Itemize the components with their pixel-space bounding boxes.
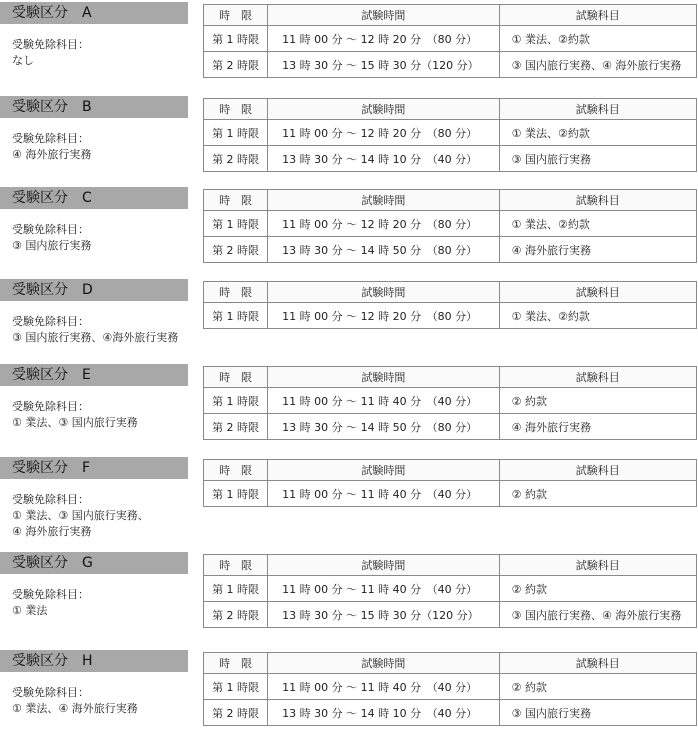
header-time: 試験時間 <box>268 653 499 674</box>
header-subject: 試験科目 <box>499 555 696 576</box>
exempt-heading: 受験免除科目： <box>12 588 89 601</box>
exempt-heading: 受験免除科目： <box>12 315 89 328</box>
exempt-line: ① 業法、④ 海外旅行実務 <box>12 702 138 715</box>
header-time: 試験時間 <box>268 190 499 211</box>
exempt-subjects <box>12 685 192 717</box>
time-cell: 11 時 00 分 ～ 12 時 20 分 （80 分） <box>268 211 499 237</box>
time-cell: 11 時 00 分 ～ 11 時 40 分 （40 分） <box>268 576 499 602</box>
schedule-table <box>203 98 697 172</box>
header-time: 試験時間 <box>268 555 499 576</box>
period-cell: 第 1 時限 <box>204 388 268 414</box>
section-label: 受験区分 E <box>0 364 188 386</box>
section-label: 受験区分 F <box>0 457 188 479</box>
section-label: 受験区分 C <box>0 187 188 209</box>
subject-cell: ② 約款 <box>499 481 696 507</box>
header-subject: 試験科目 <box>499 653 696 674</box>
header-period: 時 限 <box>204 653 268 674</box>
exempt-heading: 受験免除科目： <box>12 132 89 145</box>
exempt-subjects <box>12 492 192 540</box>
time-cell: 13 時 30 分 ～ 14 時 10 分 （40 分） <box>268 700 499 726</box>
header-period: 時 限 <box>204 190 268 211</box>
time-cell: 13 時 30 分 ～ 14 時 50 分 （80 分） <box>268 414 499 440</box>
table-header-row <box>204 282 697 303</box>
subject-cell: ③ 国内旅行実務、④ 海外旅行実務 <box>499 52 696 78</box>
exempt-line: ③ 国内旅行実務、④海外旅行実務 <box>12 331 179 344</box>
header-time: 試験時間 <box>268 282 499 303</box>
subject-cell: ① 業法、②約款 <box>499 303 696 329</box>
subject-cell: ④ 海外旅行実務 <box>499 414 696 440</box>
time-cell: 13 時 30 分 ～ 15 時 30 分（120 分） <box>268 602 499 628</box>
period-cell: 第 1 時限 <box>204 674 268 700</box>
time-cell: 11 時 00 分 ～ 11 時 40 分 （40 分） <box>268 674 499 700</box>
schedule-table <box>203 281 697 329</box>
exempt-line: ③ 国内旅行実務 <box>12 239 92 252</box>
exempt-subjects <box>12 37 192 69</box>
table-header-row <box>204 653 697 674</box>
table-row <box>204 674 697 700</box>
exempt-line: ④ 海外旅行実務 <box>12 525 92 538</box>
exempt-heading: 受験免除科目： <box>12 38 89 51</box>
header-period: 時 限 <box>204 282 268 303</box>
subject-cell: ① 業法、②約款 <box>499 211 696 237</box>
header-period: 時 限 <box>204 5 268 26</box>
table-row <box>204 237 697 263</box>
table-row <box>204 576 697 602</box>
exempt-line: なし <box>12 54 34 67</box>
time-cell: 11 時 00 分 ～ 11 時 40 分 （40 分） <box>268 481 499 507</box>
subject-cell: ② 約款 <box>499 674 696 700</box>
table-row <box>204 602 697 628</box>
exempt-subjects <box>12 222 192 254</box>
exempt-heading: 受験免除科目： <box>12 400 89 413</box>
table-header-row <box>204 5 697 26</box>
header-time: 試験時間 <box>268 99 499 120</box>
section-label: 受験区分 G <box>0 552 188 574</box>
exempt-line: ① 業法、③ 国内旅行実務 <box>12 416 138 429</box>
schedule-table <box>203 459 697 507</box>
table-header-row <box>204 555 697 576</box>
section-label: 受験区分 A <box>0 2 188 24</box>
header-subject: 試験科目 <box>499 190 696 211</box>
exempt-line: ① 業法 <box>12 604 48 617</box>
header-time: 試験時間 <box>268 5 499 26</box>
subject-cell: ④ 海外旅行実務 <box>499 237 696 263</box>
header-time: 試験時間 <box>268 367 499 388</box>
schedule-table <box>203 366 697 440</box>
subject-cell: ① 業法、②約款 <box>499 120 696 146</box>
time-cell: 13 時 30 分 ～ 15 時 30 分（120 分） <box>268 52 499 78</box>
table-row <box>204 52 697 78</box>
table-row <box>204 481 697 507</box>
table-row <box>204 120 697 146</box>
period-cell: 第 2 時限 <box>204 414 268 440</box>
table-header-row <box>204 190 697 211</box>
header-subject: 試験科目 <box>499 99 696 120</box>
period-cell: 第 1 時限 <box>204 481 268 507</box>
table-row <box>204 146 697 172</box>
exempt-subjects <box>12 587 192 619</box>
table-header-row <box>204 367 697 388</box>
time-cell: 11 時 00 分 ～ 12 時 20 分 （80 分） <box>268 303 499 329</box>
section-label: 受験区分 D <box>0 279 188 301</box>
table-header-row <box>204 99 697 120</box>
exempt-subjects <box>12 131 192 163</box>
period-cell: 第 2 時限 <box>204 52 268 78</box>
table-row <box>204 388 697 414</box>
header-time: 試験時間 <box>268 460 499 481</box>
period-cell: 第 2 時限 <box>204 237 268 263</box>
period-cell: 第 1 時限 <box>204 576 268 602</box>
period-cell: 第 2 時限 <box>204 602 268 628</box>
subject-cell: ② 約款 <box>499 388 696 414</box>
header-subject: 試験科目 <box>499 5 696 26</box>
header-period: 時 限 <box>204 460 268 481</box>
exempt-line: ④ 海外旅行実務 <box>12 148 92 161</box>
table-row <box>204 211 697 237</box>
time-cell: 11 時 00 分 ～ 12 時 20 分 （80 分） <box>268 120 499 146</box>
schedule-table <box>203 652 697 726</box>
header-period: 時 限 <box>204 367 268 388</box>
subject-cell: ③ 国内旅行実務、④ 海外旅行実務 <box>499 602 696 628</box>
header-period: 時 限 <box>204 99 268 120</box>
time-cell: 13 時 30 分 ～ 14 時 50 分 （80 分） <box>268 237 499 263</box>
time-cell: 13 時 30 分 ～ 14 時 10 分 （40 分） <box>268 146 499 172</box>
subject-cell: ② 約款 <box>499 576 696 602</box>
exempt-subjects <box>12 314 192 346</box>
table-row <box>204 700 697 726</box>
period-cell: 第 1 時限 <box>204 26 268 52</box>
time-cell: 11 時 00 分 ～ 12 時 20 分 （80 分） <box>268 26 499 52</box>
subject-cell: ① 業法、②約款 <box>499 26 696 52</box>
subject-cell: ③ 国内旅行実務 <box>499 146 696 172</box>
table-row <box>204 414 697 440</box>
section-label: 受験区分 H <box>0 650 188 672</box>
section-label: 受験区分 B <box>0 96 188 118</box>
exempt-heading: 受験免除科目： <box>12 686 89 699</box>
period-cell: 第 2 時限 <box>204 700 268 726</box>
header-period: 時 限 <box>204 555 268 576</box>
time-cell: 11 時 00 分 ～ 11 時 40 分 （40 分） <box>268 388 499 414</box>
schedule-table <box>203 4 697 78</box>
period-cell: 第 1 時限 <box>204 120 268 146</box>
exempt-heading: 受験免除科目： <box>12 223 89 236</box>
header-subject: 試験科目 <box>499 460 696 481</box>
exempt-line: ① 業法、③ 国内旅行実務、 <box>12 509 149 522</box>
period-cell: 第 1 時限 <box>204 211 268 237</box>
exempt-subjects <box>12 399 192 431</box>
table-header-row <box>204 460 697 481</box>
subject-cell: ③ 国内旅行実務 <box>499 700 696 726</box>
table-row <box>204 26 697 52</box>
header-subject: 試験科目 <box>499 282 696 303</box>
schedule-table <box>203 554 697 628</box>
header-subject: 試験科目 <box>499 367 696 388</box>
table-row <box>204 303 697 329</box>
period-cell: 第 1 時限 <box>204 303 268 329</box>
schedule-table <box>203 189 697 263</box>
exempt-heading: 受験免除科目： <box>12 493 89 506</box>
period-cell: 第 2 時限 <box>204 146 268 172</box>
